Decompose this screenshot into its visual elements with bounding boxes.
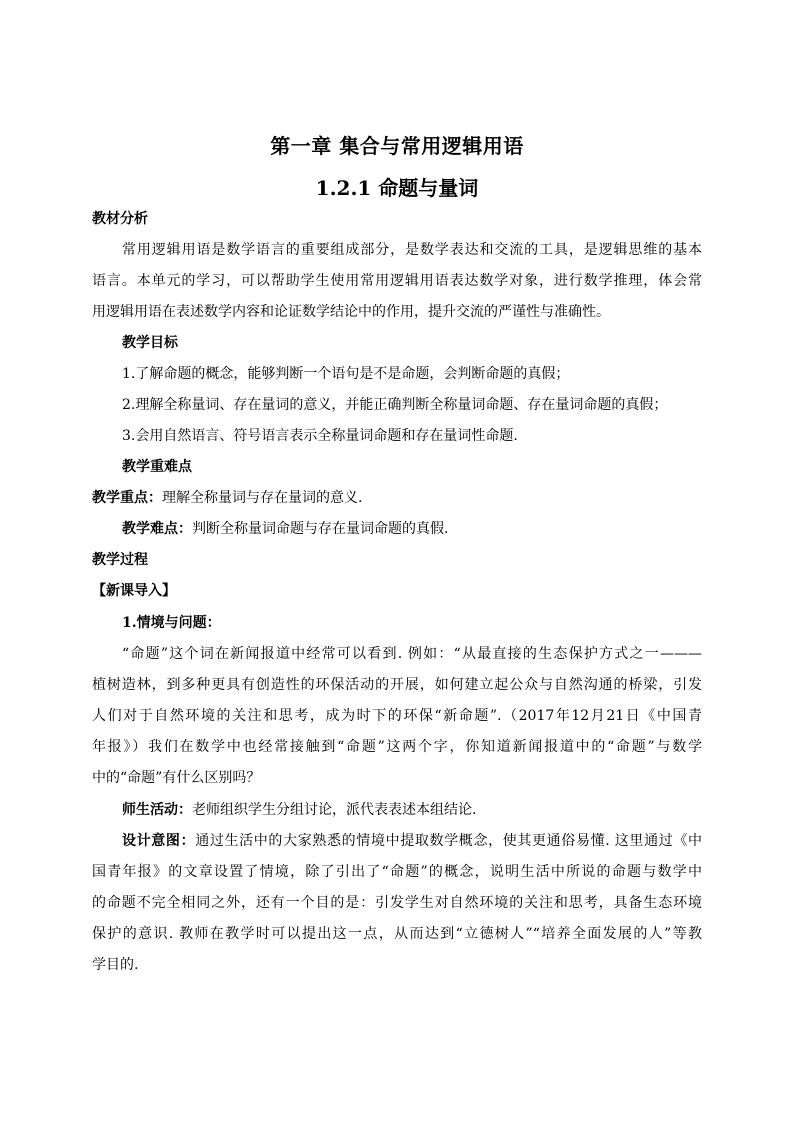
key-point-line — [92, 488, 362, 508]
difficulty-line — [122, 519, 448, 539]
scenario-line-4: 年报》）我们在数学中也经常接触到“命题”这两个字，你知道新闻报道中的“命题”与数学 — [92, 739, 702, 755]
objective-item-1: 1.了解命题的概念，能够判断一个语句是不是命题，会判断命题的真假； — [122, 366, 570, 382]
difficulty-label: 教学难点： — [122, 521, 192, 537]
material-analysis-heading: 教材分析 — [92, 211, 148, 227]
scenario-line-1: “命题”这个词在新闻报道中经常可以看到. 例如：“从最直接的生态保护方式之一——— — [122, 646, 702, 662]
activity-label: 师生活动： — [122, 802, 192, 818]
design-line-5: 学目的. — [92, 957, 139, 973]
design-line-2: 国青年报》的文章设置了情境，除了引出了“命题”的概念，说明生活中所说的命题与数学中 — [92, 864, 702, 880]
key-point-label: 教学重点： — [92, 490, 162, 506]
design-line-3: 的命题不完全相同之外，还有一个目的是：引发学生对自然环境的关注和思考，具备生态环境 — [92, 895, 702, 911]
design-line-4: 保护的意识. 教师在教学时可以提出这一点，从而达到“立德树人”“培养全面发展的人”等教 — [92, 926, 702, 942]
key-point-text: 理解全称量词与存在量词的意义. — [162, 490, 363, 506]
step1-heading: 1.情境与问题： — [122, 615, 221, 631]
scenario-line-3: 人们对于自然环境的关注和思考，成为时下的环保“新命题”.（2017年12月21日《中国青 — [92, 708, 702, 724]
objective-item-3: 3.会用自然语言、符号语言表示全称量词命题和存在量词性命题. — [122, 428, 518, 444]
design-line-1 — [122, 831, 702, 851]
process-heading: 教学过程 — [92, 552, 148, 568]
lesson-title: 1.2.1 命题与量词 — [315, 176, 479, 200]
material-analysis-line-3: 用逻辑用语在表述数学内容和论证数学结论中的作用，提升交流的严谨性与准确性。 — [92, 304, 610, 320]
material-analysis-line-1: 常用逻辑用语是数学语言的重要组成部分，是数学表达和交流的工具，是逻辑思维的基本 — [122, 242, 702, 258]
objectives-heading: 教学目标 — [122, 335, 178, 351]
chapter-title: 第一章 集合与常用逻辑用语 — [270, 134, 524, 158]
scenario-line-5: 中的“命题”有什么区别吗？ — [92, 770, 261, 786]
objective-item-2: 2.理解全称量词、存在量词的意义，并能正确判断全称量词命题、存在量词命题的真假； — [122, 397, 668, 413]
scenario-line-2: 植树造林，到多种更具有创造性的环保活动的开展，如何建立起公众与自然沟通的桥梁，引发 — [92, 677, 702, 693]
design-text-1: 通过生活中的大家熟悉的情境中提取数学概念，使其更通俗易懂. 这里通过《中 — [195, 833, 702, 849]
new-lesson-subheading: 【新课导入】 — [92, 583, 176, 599]
difficulty-text: 判断全称量词命题与存在量词命题的真假. — [192, 521, 449, 537]
key-points-heading: 教学重难点 — [122, 459, 192, 475]
design-label: 设计意图： — [122, 833, 196, 849]
material-analysis-line-2: 语言。本单元的学习，可以帮助学生使用常用逻辑用语表达数学对象，进行数学推理，体会常 — [92, 273, 702, 289]
activity-line — [122, 800, 476, 820]
activity-text: 老师组织学生分组讨论，派代表表述本组结论. — [192, 802, 477, 818]
